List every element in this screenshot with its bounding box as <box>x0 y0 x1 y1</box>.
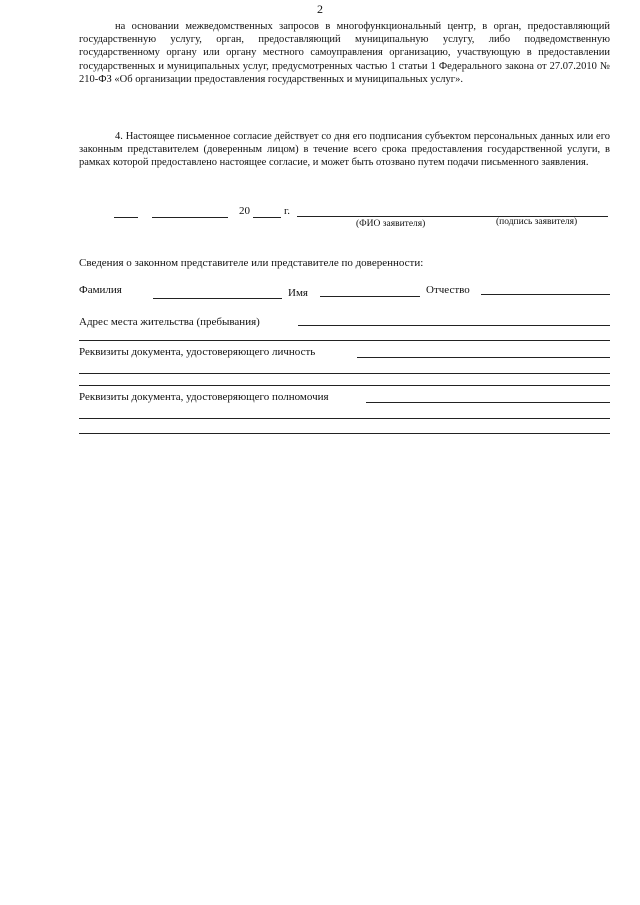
address-field-line-1[interactable] <box>298 325 610 326</box>
year-blank[interactable] <box>253 217 281 218</box>
authority-doc-field-line-3[interactable] <box>79 433 610 434</box>
address-field-line-2[interactable] <box>79 340 610 341</box>
patronymic-label: Отчество <box>426 284 470 296</box>
day-blank[interactable] <box>114 217 138 218</box>
authority-doc-field-line-2[interactable] <box>79 418 610 419</box>
name-label: Имя <box>288 287 308 299</box>
identity-doc-field-line-2[interactable] <box>79 373 610 374</box>
authority-doc-label: Реквизиты документа, удостоверяющего полномочия <box>79 391 329 403</box>
representative-heading: Сведения о законном представителе или представителе по доверенности: <box>79 257 424 269</box>
patronymic-field[interactable] <box>481 294 610 295</box>
address-label: Адрес места жительства (пребывания) <box>79 316 260 328</box>
consent-validity-paragraph: 4. Настоящее письменное согласие действует со дня его подписания субъектом персональных данных или его законным представителем (доверенным лицом) в течение всего срока предоставления государственной услуги, в рамках которой предоставлено настоящее согласие, и может быть отозвано путем подачи письменного заявления. <box>79 131 610 169</box>
identity-doc-label: Реквизиты документа, удостоверяющего личность <box>79 346 316 358</box>
signature-caption: (подпись заявителя) <box>496 217 578 227</box>
identity-doc-field-line-3[interactable] <box>79 385 610 386</box>
name-field[interactable] <box>320 296 420 297</box>
page-number: 2 <box>317 2 323 16</box>
identity-doc-field-line-1[interactable] <box>357 357 610 358</box>
consent-paragraph-continuation: на основании межведомственных запросов в многофункциональный центр, в орган, предоставляющий государственную услугу, орган, предоставляющий муниципальную услугу, либо подведомственную государственному органу или органу местного самоуправления организацию, участвующую в предоставлении государственных и муниципальных услуг, предусмотренных частью 1 статьи 1 Федерального закона от 27.07.2010 № 210-ФЗ «Об организации предоставления государственных и муниципальных услуг». <box>79 21 610 85</box>
authority-doc-field-line-1[interactable] <box>366 402 610 403</box>
year-suffix: г. <box>284 205 291 217</box>
year-prefix: 20 <box>239 205 250 217</box>
surname-field[interactable] <box>153 298 282 299</box>
surname-label: Фамилия <box>79 284 122 296</box>
fio-caption: (ФИО заявителя) <box>356 219 426 229</box>
month-blank[interactable] <box>152 217 228 218</box>
